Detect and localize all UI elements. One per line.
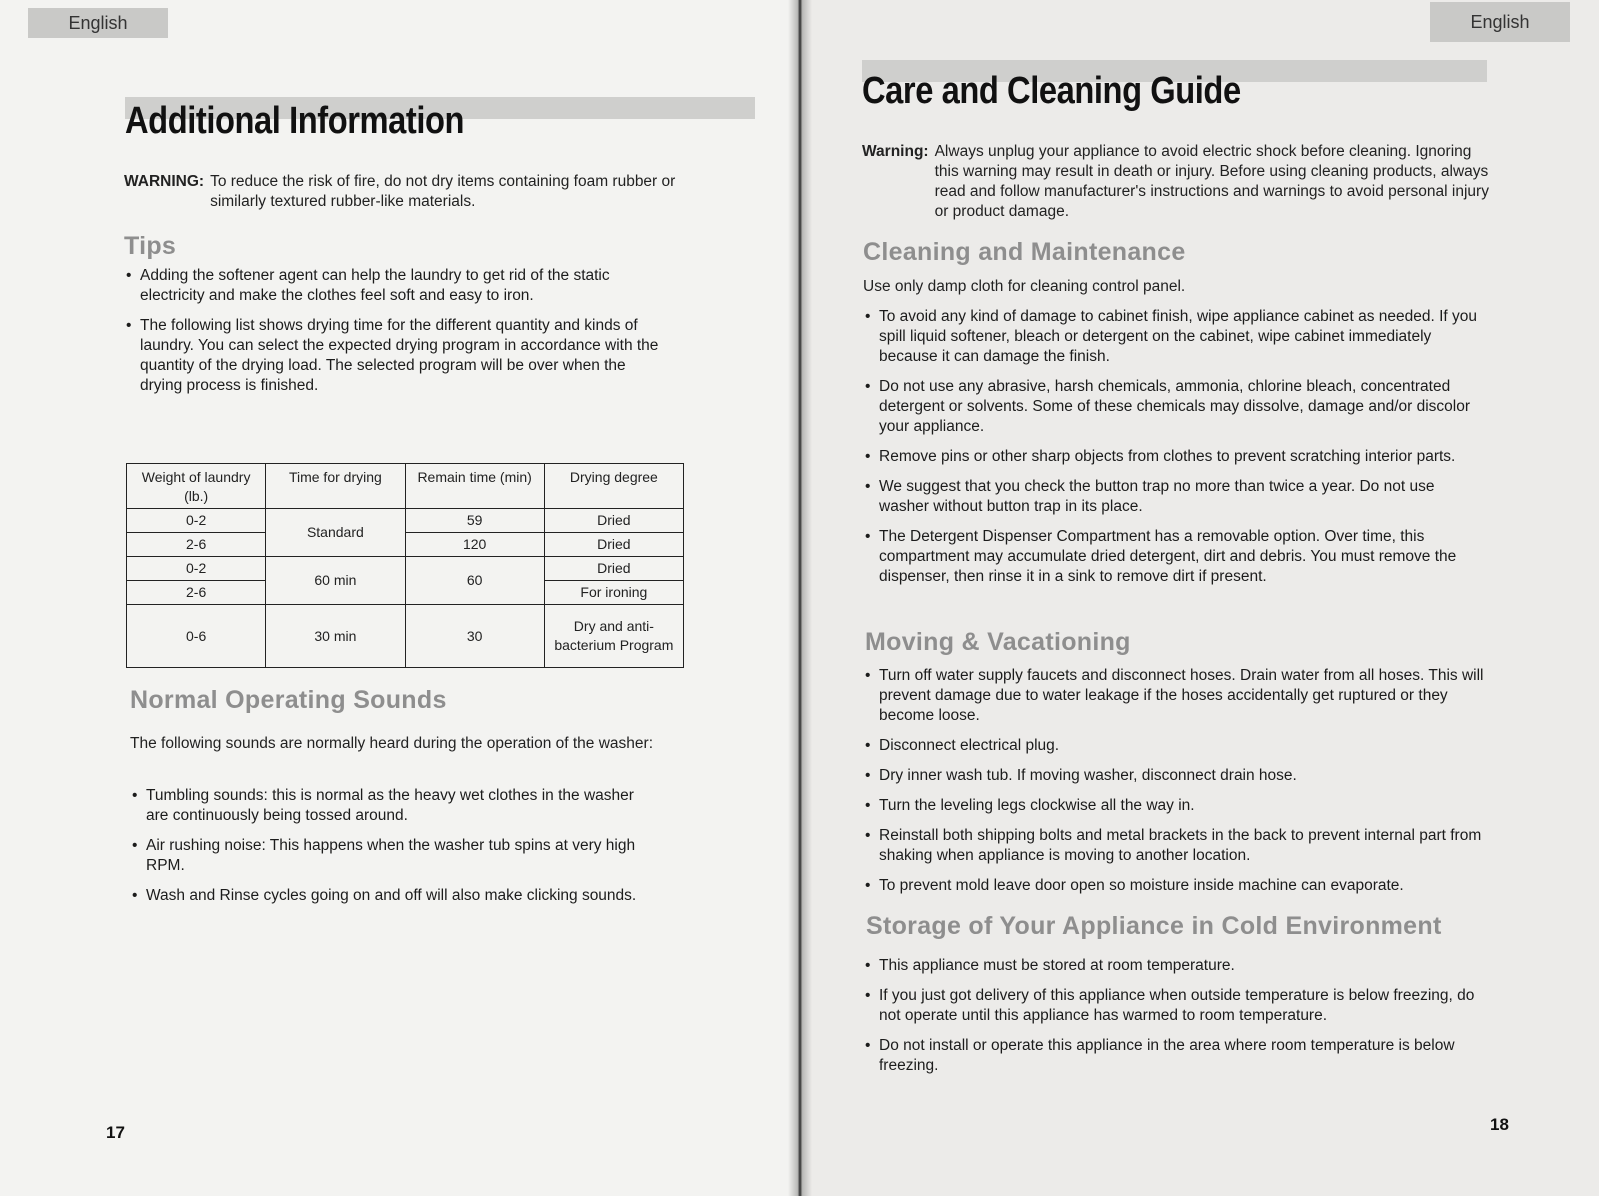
- list-item: • Do not use any abrasive, harsh chemicals, ammonia, chlorine bleach, concentrated detergent or solvents. Some of these chemicals may dissolve, damage and/or discolor your appliance.: [863, 377, 1483, 437]
- table-cell: 0-2: [127, 509, 266, 533]
- page-number: 18: [1490, 1115, 1509, 1134]
- table-cell: Dry and anti-bacterium Program: [544, 605, 683, 668]
- list-item: • Dry inner wash tub. If moving washer, disconnect drain hose.: [863, 766, 1493, 786]
- warning-label: WARNING:: [124, 173, 205, 190]
- table-cell: 30 min: [266, 605, 405, 668]
- table-cell: For ironing: [544, 581, 683, 605]
- list-item: • Remove pins or other sharp objects from clothes to prevent scratching interior parts.: [863, 447, 1483, 467]
- list-item: • If you just got delivery of this appliance when outside temperature is below freezing, do not operate until this appliance has warmed to room temperature.: [863, 986, 1493, 1026]
- warning-text: Always unplug your appliance to avoid electric shock before cleaning. Ignoring this warning may result in death or injury. Before using cleaning products, always read and follow manufacturer's instructions and warnings to avoid personal injury or product damage.: [934, 143, 1489, 220]
- list-item: • Tumbling sounds: this is normal as the heavy wet clothes in the washer are continuously being tossed around.: [130, 786, 660, 826]
- list-item: • We suggest that you check the button trap no more than twice a year. Do not use washer without button trap in its place.: [863, 477, 1483, 517]
- table-cell: 0-6: [127, 605, 266, 668]
- table-cell: 60: [405, 557, 544, 605]
- sounds-intro: The following sounds are normally heard during the operation of the washer:: [130, 735, 654, 752]
- cleaning-heading: Cleaning and Maintenance: [863, 238, 1186, 266]
- list-item: • Turn the leveling legs clockwise all the way in.: [863, 796, 1493, 816]
- list-item: • Wash and Rinse cycles going on and off will also make clicking sounds.: [130, 886, 660, 906]
- table-cell: Dried: [544, 557, 683, 581]
- table-row: [127, 605, 684, 668]
- table-row: [127, 509, 684, 533]
- storage-heading: Storage of Your Appliance in Cold Environment: [866, 912, 1442, 940]
- table-header: Weight of laundry (lb.): [127, 464, 266, 509]
- table-header-row: [127, 464, 684, 509]
- warning-label: Warning:: [862, 143, 929, 160]
- tips-list: [124, 266, 669, 406]
- sounds-list: [130, 786, 660, 916]
- table-cell: Dried: [544, 533, 683, 557]
- warning-block: [124, 172, 684, 212]
- table-header: Drying degree: [544, 464, 683, 509]
- table-cell: 120: [405, 533, 544, 557]
- table-cell: 60 min: [266, 557, 405, 605]
- table-row: [127, 533, 684, 557]
- book-spine: [788, 0, 812, 1196]
- table-cell: Dried: [544, 509, 683, 533]
- language-tab: English: [1430, 2, 1570, 42]
- list-item: • Disconnect electrical plug.: [863, 736, 1493, 756]
- list-item: • Adding the softener agent can help the laundry to get rid of the static electricity and make the clothes feel soft and easy to iron.: [124, 266, 669, 306]
- table-cell: 30: [405, 605, 544, 668]
- drying-time-table: [126, 463, 684, 668]
- warning-text: To reduce the risk of fire, do not dry items containing foam rubber or similarly textured rubber-like materials.: [210, 173, 676, 210]
- table-row: [127, 557, 684, 581]
- page-number: 17: [106, 1123, 125, 1142]
- cleaning-list: [863, 307, 1483, 597]
- language-tab: English: [28, 8, 168, 38]
- page-title: Care and Cleaning Guide: [862, 70, 1241, 112]
- list-item: • Reinstall both shipping bolts and metal brackets in the back to prevent internal part from shaking when appliance is moving to another location.: [863, 826, 1493, 866]
- table-cell: 59: [405, 509, 544, 533]
- right-page: [800, 0, 1599, 1196]
- list-item: • This appliance must be stored at room temperature.: [863, 956, 1493, 976]
- list-item: • To avoid any kind of damage to cabinet finish, wipe appliance cabinet as needed. If you spill liquid softener, bleach or detergent on the cabinet, wipe cabinet immediately because it can damage the finish.: [863, 307, 1483, 367]
- page-title: Additional Information: [125, 100, 465, 142]
- table-cell: 2-6: [127, 533, 266, 557]
- warning-block: [862, 142, 1492, 222]
- cleaning-intro: Use only damp cloth for cleaning control panel.: [863, 278, 1186, 295]
- table-header: Remain time (min): [405, 464, 544, 509]
- moving-list: [863, 666, 1493, 906]
- list-item: • To prevent mold leave door open so moisture inside machine can evaporate.: [863, 876, 1493, 896]
- list-item: • Turn off water supply faucets and disconnect hoses. Drain water from all hoses. This will prevent damage due to water leakage if the hoses accidentally get ruptured or they become loose.: [863, 666, 1493, 726]
- table-cell: 2-6: [127, 581, 266, 605]
- table-cell: Standard: [266, 509, 405, 557]
- table-cell: 0-2: [127, 557, 266, 581]
- tips-heading: Tips: [124, 232, 177, 260]
- moving-heading: Moving & Vacationing: [865, 628, 1131, 656]
- list-item: • The Detergent Dispenser Compartment has a removable option. Over time, this compartment may accumulate dried detergent, dirt and debris. You must remove the dispenser, then rinse it in a sink to remove dirt if present.: [863, 527, 1483, 587]
- table-header: Time for drying: [266, 464, 405, 509]
- list-item: • The following list shows drying time for the different quantity and kinds of laundry. You can select the expected drying program in accordance with the quantity of the drying load. The selected program will be over when the drying process is finished.: [124, 316, 669, 396]
- list-item: • Do not install or operate this appliance in the area where room temperature is below freezing.: [863, 1036, 1493, 1076]
- storage-list: [863, 956, 1493, 1086]
- list-item: • Air rushing noise: This happens when the washer tub spins at very high RPM.: [130, 836, 660, 876]
- sounds-heading: Normal Operating Sounds: [130, 686, 447, 714]
